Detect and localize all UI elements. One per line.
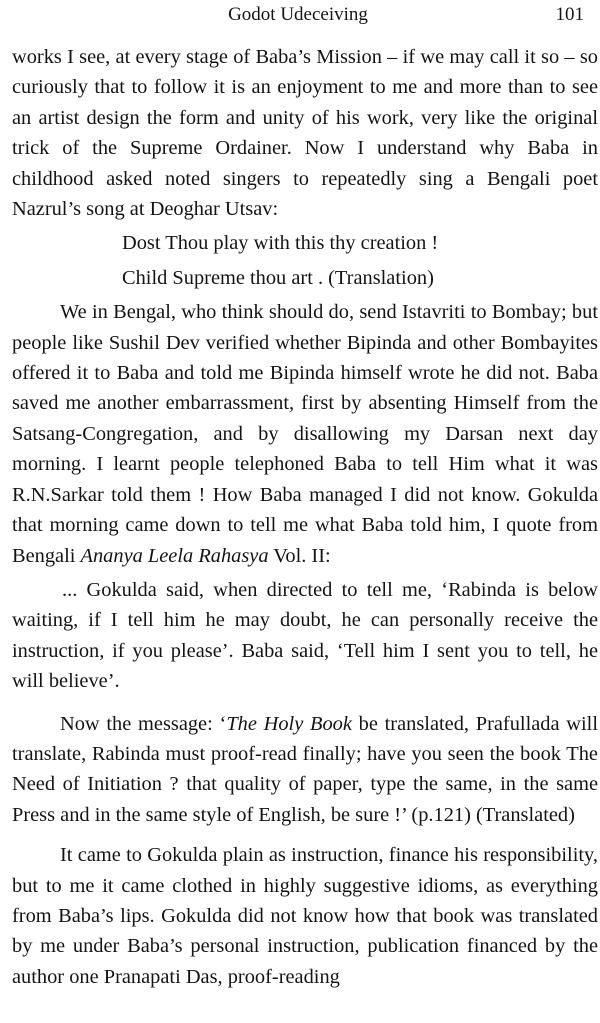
page-number: 101 — [555, 4, 584, 25]
paragraph-4-end: be translated, Prafullada will translate, Rabinda must proof-read finally; have you seen the book The Need of Initiation ? that quality of paper, type the same, in the same Press and in the same style of English, be sure !’ (p.121) (Translated) — [12, 712, 598, 826]
verse-line-1: Dost Thou play with this thy creation ! — [122, 232, 439, 255]
running-title: Godot Udeceiving — [228, 4, 368, 25]
paragraph-1: works I see, at every stage of Baba’s Mission – if we may call it so – so curiously that to follow it is an enjoyment to me and more than to see an artist design the form and unity of his work, very like the original trick of the Supreme Ordainer. Now I understand why Baba in childhood asked noted singers to repeatedly sing a Bengali poet Nazrul’s song at Deoghar Utsav: — [12, 46, 598, 221]
verse-line-2: Child Supreme thou art . (Translation) — [122, 266, 434, 289]
page-header — [12, 4, 584, 30]
paragraph-2-end: Vol. II: — [268, 544, 331, 567]
book-title-holy-book: The Holy Book — [226, 712, 352, 735]
paragraph-2-text: We in Bengal, who think should do, send Istavriti to Bombay; but people like Sushil Dev verified whether Bipinda and other Bombayites offered it to Baba and told me Bipinda himself wrote he did not. Baba saved me another embarrassment, first by absenting Himself from the Satsang-Congregation, and by disallowing my Darsan next day morning. I learnt people telephoned Baba to tell Him what it was R.N.Sarkar told them ! How Baba managed I did not know. Gokulda that morning came down to tell me what Baba told him, I quote from Bengali — [12, 301, 598, 567]
paragraph-4 — [12, 709, 598, 831]
quoted-passage: ... Gokulda said, when directed to tell me, ‘Rabinda is below waiting, if I tell him he may doubt, he can personally receive the instruction, if you please’. Baba said, ‘Tell him I sent you to tell, he will believe’. — [12, 578, 598, 693]
book-title-ananya: Ananya Leela Rahasya — [80, 544, 269, 567]
body-text — [12, 42, 598, 992]
paragraph-4-start: Now the message: ‘ — [60, 712, 227, 735]
paragraph-5: It came to Gokulda plain as instruction, finance his responsibility, but to me it came clothed in highly suggestive idioms, as everything from Baba’s lips. Gokulda did not know how that book was translated by me under Baba’s personal instruction, publication financed by the author one Pranapati Das, proof-reading — [12, 844, 598, 988]
paragraph-2 — [12, 297, 598, 571]
